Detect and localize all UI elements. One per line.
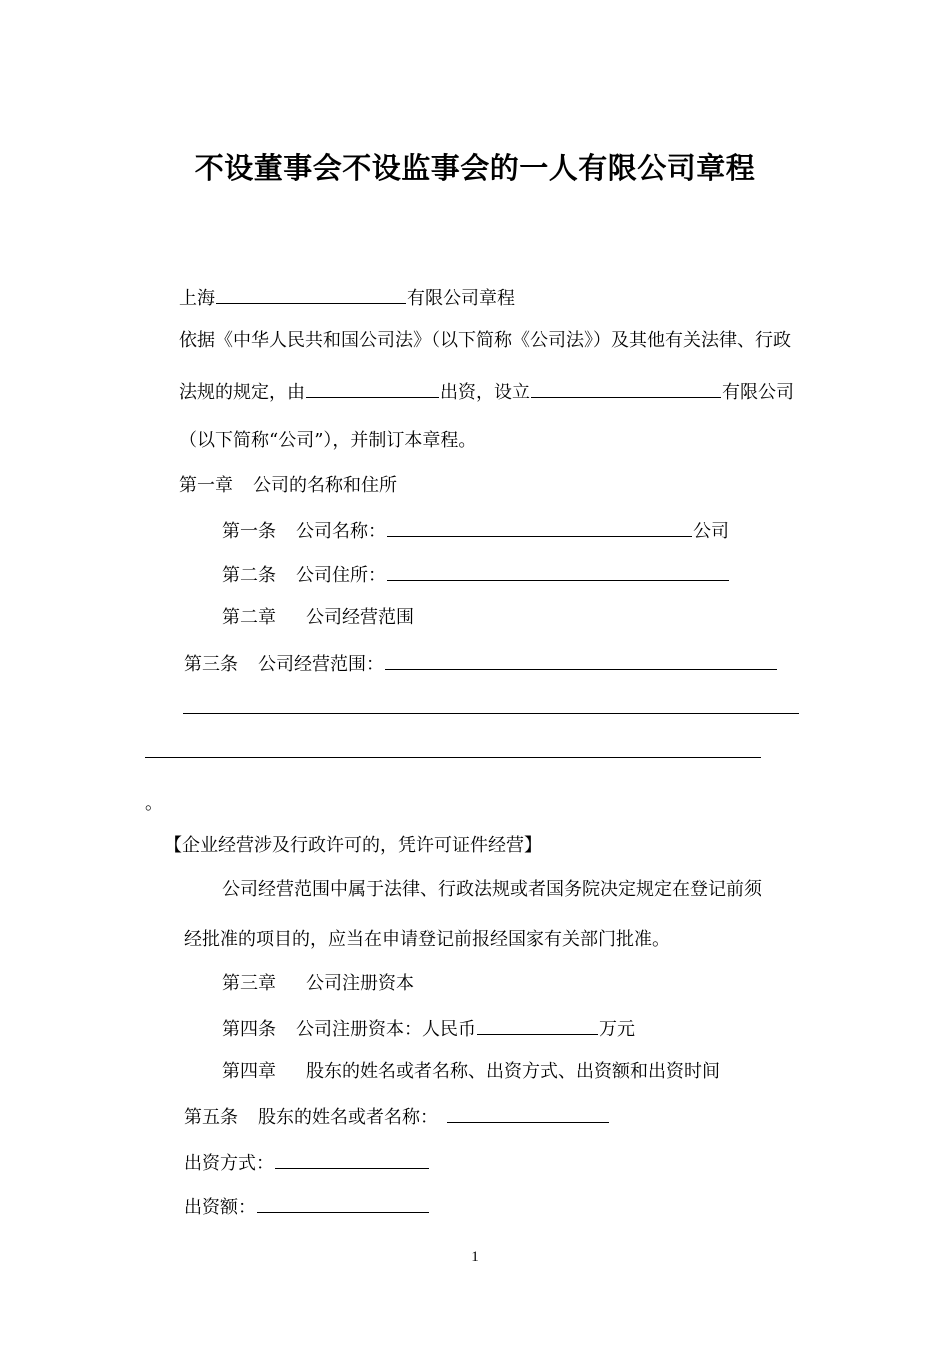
chapter-2-number: 第二章 <box>222 607 276 628</box>
chapter-1-heading <box>179 474 397 498</box>
intro-line-3-c: 有限公司 <box>722 382 794 403</box>
contribution-amount-blank[interactable] <box>257 1194 429 1213</box>
article-4 <box>222 1016 635 1042</box>
chapter-4-number: 第四章 <box>222 1061 276 1082</box>
intro-city: 上海 <box>179 288 215 309</box>
article-4-suffix: 万元 <box>599 1019 635 1040</box>
investor-blank[interactable] <box>306 379 439 398</box>
intro-line-3 <box>179 379 794 405</box>
article-4-number: 第四条 <box>222 1019 276 1040</box>
chapter-1-title: 公司的名称和住所 <box>253 475 397 496</box>
chapter-3-title: 公司注册资本 <box>306 973 414 994</box>
contribution-method-blank[interactable] <box>275 1150 429 1169</box>
article-3-label: 公司经营范围： <box>258 654 384 675</box>
article-2-address-blank[interactable] <box>387 562 729 581</box>
article-1-label: 公司名称： <box>296 521 386 542</box>
article-1-number: 第一条 <box>222 521 276 542</box>
article-5 <box>184 1104 610 1130</box>
article-3 <box>184 651 778 677</box>
contribution-method-label: 出资方式： <box>184 1153 274 1174</box>
article-5-label: 股东的姓名或者名称： <box>258 1107 438 1128</box>
contribution-amount-line <box>184 1194 430 1220</box>
article-2 <box>222 562 730 588</box>
page-number: 1 <box>471 1249 479 1265</box>
intro-line-1 <box>179 285 515 311</box>
approval-paragraph-line-2: 经批准的项目的，应当在申请登记前报经国家有关部门批准。 <box>184 929 670 950</box>
article-1 <box>222 518 729 544</box>
intro-line-3-b: 出资，设立 <box>440 382 530 403</box>
scope-period: 。 <box>145 793 163 814</box>
business-scope-blank-3[interactable] <box>145 757 761 758</box>
business-scope-blank-1[interactable] <box>385 651 777 670</box>
contribution-amount-label: 出资额： <box>184 1197 256 1218</box>
article-2-label: 公司住所： <box>296 565 386 586</box>
chapter-1-number: 第一章 <box>179 475 233 496</box>
chapter-3-number: 第三章 <box>222 973 276 994</box>
intro-line-3-a: 法规的规定，由 <box>179 382 305 403</box>
business-scope-blank-2[interactable] <box>183 713 799 714</box>
established-company-blank[interactable] <box>531 379 721 398</box>
article-4-label: 公司注册资本：人民币 <box>296 1019 476 1040</box>
company-name-blank[interactable] <box>216 285 406 304</box>
contribution-method-line <box>184 1150 430 1176</box>
article-1-company-name-blank[interactable] <box>387 518 692 537</box>
intro-line-2: 依据《中华人民共和国公司法》（以下简称《公司法》）及其他有关法律、行政 <box>179 330 791 351</box>
intro-line-4: （以下简称“公司”），并制订本章程。 <box>179 430 477 451</box>
registered-capital-blank[interactable] <box>477 1016 598 1035</box>
article-3-number: 第三条 <box>184 654 238 675</box>
license-note: 【企业经营涉及行政许可的，凭许可证件经营】 <box>164 835 542 856</box>
article-2-number: 第二条 <box>222 565 276 586</box>
approval-paragraph-line-1: 公司经营范围中属于法律、行政法规或者国务院决定规定在登记前须 <box>222 879 762 900</box>
article-5-number: 第五条 <box>184 1107 238 1128</box>
chapter-3-heading <box>222 972 414 996</box>
document-title: 不设董事会不设监事会的一人有限公司章程 <box>194 151 756 185</box>
shareholder-name-blank[interactable] <box>447 1104 609 1123</box>
intro-line-1-suffix: 有限公司章程 <box>407 288 515 309</box>
article-1-suffix: 公司 <box>693 521 729 542</box>
chapter-4-title: 股东的姓名或者名称、出资方式、出资额和出资时间 <box>306 1061 720 1082</box>
chapter-2-heading <box>222 606 414 630</box>
chapter-4-heading <box>222 1060 720 1084</box>
chapter-2-title: 公司经营范围 <box>306 607 414 628</box>
